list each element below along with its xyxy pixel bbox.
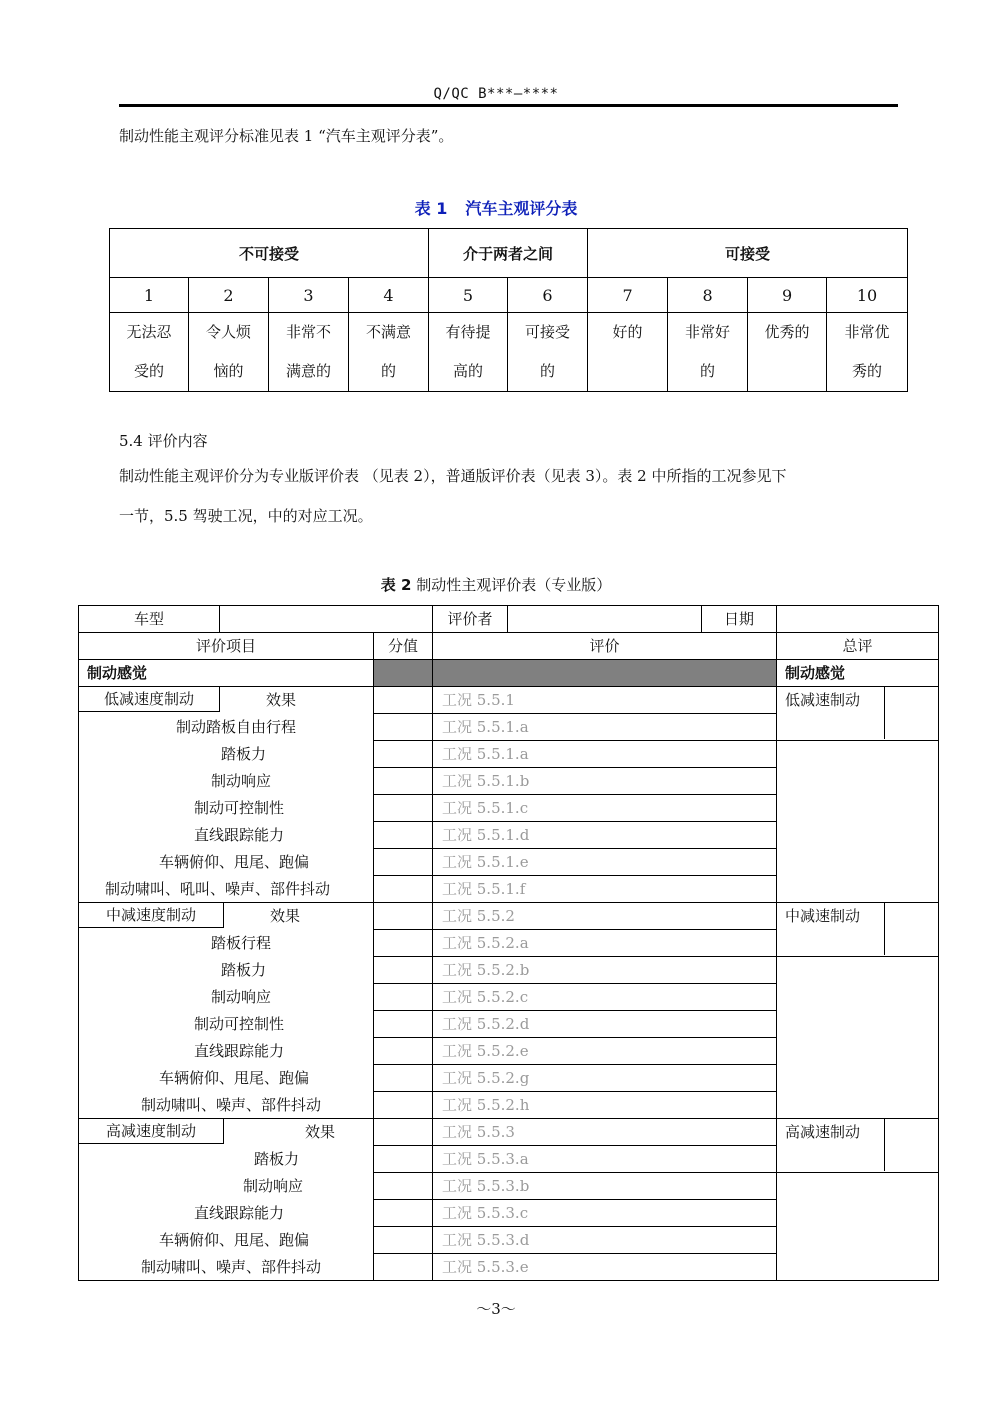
document-code: Q/QC B***—**** [433, 86, 559, 102]
score-input[interactable] [374, 876, 433, 903]
evaluation-item: 制动踏板自由行程 [79, 714, 374, 741]
evaluation-item: 踏板行程 [79, 930, 374, 957]
score-input[interactable] [374, 1065, 433, 1092]
score-input[interactable] [374, 687, 433, 714]
intro-paragraph: 制动性能主观评分标准见表 1 “汽车主观评分表”。 [119, 127, 454, 145]
page-number: ～3～ [476, 1300, 516, 1318]
condition-reference: 工况 5.5.3 [433, 1119, 777, 1146]
scale-number: 2 [189, 278, 269, 313]
scale-description [110, 313, 189, 392]
scale-number: 10 [827, 278, 908, 313]
evaluation-item: 直线跟踪能力 [79, 1038, 374, 1065]
car-model-label: 车型 [79, 606, 220, 633]
scale-description-line: 非常不 [285, 323, 331, 341]
scale-description-line: 秀的 [852, 362, 883, 380]
overall-group-label: 中减速制动 [785, 907, 861, 925]
scale-description-line: 的 [540, 362, 556, 380]
header-rule [119, 104, 898, 107]
group-subcategory-cell [79, 903, 374, 930]
evaluation-item: 制动响应 [79, 1173, 374, 1200]
scale-description [189, 313, 269, 392]
overall-group-cell [777, 687, 939, 741]
condition-reference: 工况 5.5.2.h [433, 1092, 777, 1119]
scale-description-line: 优秀的 [764, 323, 810, 341]
item-header: 评价项目 [79, 633, 374, 660]
scale-number: 8 [668, 278, 748, 313]
condition-reference: 工况 5.5.1.e [433, 849, 777, 876]
overall-score-box[interactable] [884, 687, 938, 739]
date-label: 日期 [702, 606, 777, 633]
scale-description-line: 无法忍 [126, 323, 172, 341]
score-input[interactable] [374, 1011, 433, 1038]
evaluation-item: 直线跟踪能力 [79, 822, 374, 849]
scale-description [349, 313, 429, 392]
scale-description-line: 好的 [612, 323, 643, 341]
section-heading: 5.4 评价内容 [119, 432, 208, 450]
group-name: 低减速度制动 [79, 687, 220, 712]
evaluation-table [78, 605, 939, 1281]
evaluation-item: 制动响应 [79, 768, 374, 795]
condition-reference: 工况 5.5.1.c [433, 795, 777, 822]
effect-label: 效果 [305, 1123, 336, 1142]
group-name: 高减速度制动 [79, 1119, 224, 1144]
score-input[interactable] [374, 1038, 433, 1065]
score-input[interactable] [374, 1173, 433, 1200]
scale-number: 9 [748, 278, 827, 313]
condition-reference: 工况 5.5.3.e [433, 1254, 777, 1281]
scale-description-line: 恼的 [213, 362, 244, 380]
evaluation-item: 车辆俯仰、甩尾、跑偏 [79, 1227, 374, 1254]
rating-scale-table [109, 228, 908, 392]
condition-reference: 工况 5.5.1.b [433, 768, 777, 795]
evaluation-shaded-cell [433, 660, 777, 687]
evaluation-item: 制动啸叫、噪声、部件抖动 [79, 1254, 374, 1281]
table1-caption-title: 汽车主观评分表 [465, 199, 578, 218]
score-input[interactable] [374, 795, 433, 822]
evaluation-header: 评价 [433, 633, 777, 660]
evaluation-item: 踏板力 [79, 741, 374, 768]
effect-label: 效果 [270, 907, 301, 926]
overall-empty-cell [777, 1173, 939, 1281]
score-input[interactable] [374, 1119, 433, 1146]
evaluation-item: 车辆俯仰、甩尾、跑偏 [79, 849, 374, 876]
scale-description-line: 受的 [133, 362, 164, 380]
evaluation-item: 踏板力 [79, 957, 374, 984]
score-input[interactable] [374, 1227, 433, 1254]
condition-reference: 工况 5.5.1.d [433, 822, 777, 849]
evaluation-item: 踏板力 [79, 1146, 374, 1173]
overall-empty-cell [777, 957, 939, 1119]
scale-description-line: 的 [381, 362, 397, 380]
scale-description [668, 313, 748, 392]
score-input[interactable] [374, 957, 433, 984]
score-header: 分值 [374, 633, 433, 660]
scale-description [748, 313, 827, 392]
scale-description [588, 313, 668, 392]
scale-description [827, 313, 908, 392]
score-input[interactable] [374, 1092, 433, 1119]
evaluator-field[interactable] [508, 606, 702, 633]
score-input[interactable] [374, 984, 433, 1011]
scale-number: 7 [588, 278, 668, 313]
condition-reference: 工况 5.5.2 [433, 903, 777, 930]
score-input[interactable] [374, 1254, 433, 1281]
overall-group-cell [777, 1119, 939, 1173]
condition-reference: 工况 5.5.1.f [433, 876, 777, 903]
scale-number: 3 [269, 278, 349, 313]
score-input[interactable] [374, 1200, 433, 1227]
scale-description-line: 可接受 [525, 323, 571, 341]
evaluation-item: 制动响应 [79, 984, 374, 1011]
evaluation-item: 制动可控制性 [79, 1011, 374, 1038]
group-name: 中减速度制动 [79, 903, 224, 928]
scale-number: 6 [508, 278, 588, 313]
group-subcategory-cell [79, 1119, 374, 1146]
effect-label: 效果 [266, 691, 297, 710]
scale-description-line: 高的 [453, 362, 484, 380]
evaluation-item: 直线跟踪能力 [79, 1200, 374, 1227]
table1-caption-number: 表 1 [414, 199, 448, 218]
condition-reference: 工况 5.5.2.b [433, 957, 777, 984]
group-acceptable: 可接受 [588, 229, 908, 278]
overall-score-box[interactable] [884, 903, 938, 955]
evaluation-item: 车辆俯仰、甩尾、跑偏 [79, 1065, 374, 1092]
condition-reference: 工况 5.5.3.a [433, 1146, 777, 1173]
scale-number: 1 [110, 278, 189, 313]
score-input[interactable] [374, 903, 433, 930]
condition-reference: 工况 5.5.1.a [433, 741, 777, 768]
group-subcategory-cell [79, 687, 374, 714]
condition-reference: 工况 5.5.2.g [433, 1065, 777, 1092]
table2-caption [0, 574, 992, 595]
scale-description-line: 的 [700, 362, 716, 380]
group-intermediate: 介于两者之间 [429, 229, 588, 278]
scale-number: 5 [429, 278, 508, 313]
section-title: 制动感觉 [79, 660, 374, 687]
overall-score-box[interactable] [884, 1119, 938, 1171]
scale-description-line: 非常优 [844, 323, 890, 341]
overall-header: 总评 [777, 633, 939, 660]
score-input[interactable] [374, 930, 433, 957]
score-shaded-cell [374, 660, 433, 687]
score-input[interactable] [374, 714, 433, 741]
evaluation-item: 制动啸叫、噪声、部件抖动 [79, 1092, 374, 1119]
table2-caption-number: 表 2 [380, 576, 412, 594]
condition-reference: 工况 5.5.2.c [433, 984, 777, 1011]
condition-reference: 工况 5.5.3.c [433, 1200, 777, 1227]
evaluation-item: 制动啸叫、吼叫、噪声、部件抖动 [79, 876, 374, 903]
evaluator-label: 评价者 [433, 606, 508, 633]
group-unacceptable: 不可接受 [110, 229, 429, 278]
score-input[interactable] [374, 768, 433, 795]
scale-description-line: 令人烦 [205, 323, 251, 341]
overall-group-cell [777, 903, 939, 957]
overall-section-title: 制动感觉 [777, 660, 939, 687]
score-input[interactable] [374, 849, 433, 876]
scale-description-line: 不满意 [366, 323, 412, 341]
overall-empty-cell [777, 741, 939, 903]
scale-description-line: 有待提 [445, 323, 491, 341]
section-body-line2: 一节，5.5 驾驶工况，中的对应工况。 [119, 507, 373, 525]
condition-reference: 工况 5.5.2.d [433, 1011, 777, 1038]
scale-number: 4 [349, 278, 429, 313]
scale-description-line: 非常好 [685, 323, 731, 341]
condition-reference: 工况 5.5.2.a [433, 930, 777, 957]
condition-reference: 工况 5.5.3.d [433, 1227, 777, 1254]
evaluation-item: 制动可控制性 [79, 795, 374, 822]
score-input[interactable] [374, 822, 433, 849]
scale-description [508, 313, 588, 392]
condition-reference: 工况 5.5.3.b [433, 1173, 777, 1200]
car-model-field[interactable] [220, 606, 433, 633]
section-body-line1: 制动性能主观评价分为专业版评价表 （见表 2），普通版评价表（见表 3）。表 2 中所指的工况参见下 [119, 467, 787, 485]
condition-reference: 工况 5.5.1 [433, 687, 777, 714]
overall-group-label: 低减速制动 [785, 691, 861, 709]
table1-caption [0, 196, 992, 219]
score-input[interactable] [374, 1146, 433, 1173]
scale-description-line: 满意的 [285, 362, 331, 380]
overall-group-label: 高减速制动 [785, 1123, 861, 1141]
scale-description [269, 313, 349, 392]
date-field[interactable] [777, 606, 939, 633]
condition-reference: 工况 5.5.1.a [433, 714, 777, 741]
table2-caption-title: 制动性主观评价表（专业版） [416, 576, 612, 594]
condition-reference: 工况 5.5.2.e [433, 1038, 777, 1065]
scale-description [429, 313, 508, 392]
score-input[interactable] [374, 741, 433, 768]
